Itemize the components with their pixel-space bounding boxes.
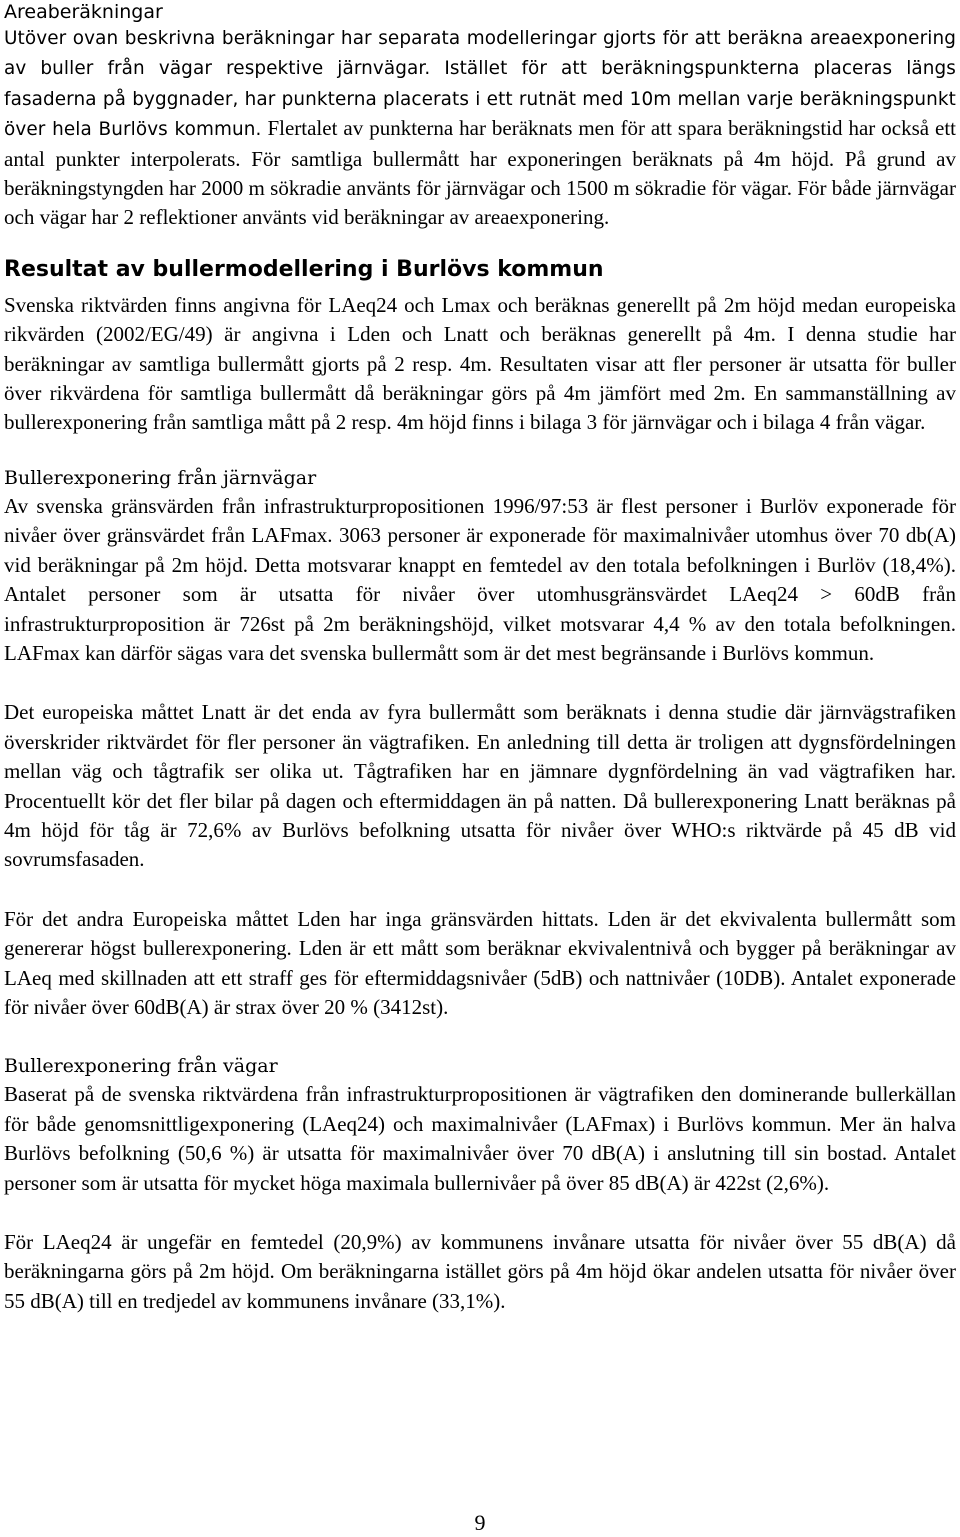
section-heading-resultat: Resultat av bullermodellering i Burlövs kommun: [4, 256, 604, 282]
paragraph-resultat: Svenska riktvärden finns angivna för LAeq24 och Lmax och beräknas generellt på 2m höjd medan europeiska rikvärden (2002/EG/49) är angivna i Lden och Lnatt och beräknas generellt på 4m. I denna studie har beräkningar av samtliga bullermått gjorts på 2 resp. 4m. Resultaten visar att fler personer är utsatta för buller över rikvärdena för samtliga bullermått då beräkningar görs på 4m jämfört med 2m. En sammanställning av bullerexponering från samtliga mått på 2 resp. 4m höjd finns i bilaga 3 för järnvägar och i bilaga 4 från vägar.: [4, 292, 956, 435]
paragraph-jarnvagar-2: Det europeiska måttet Lnatt är det enda av fyra bullermått som beräknats i denna studie där järnvägstrafiken överskrider riktvärdet för fler personer än vägtrafiken. En anledning till detta är troligen att dygnsfördelningen mellan väg och tågtrafik ser olika ut. Tågtrafiken har en jämnare dygnfördelning än vad vägtrafiken har. Procentuellt kör det fler bilar på dagen och eftermiddagen än på natten. Då bullerexponering Lnatt beräknas på 4m höjd för tåg är 72,6% av Burlövs befolkning utsatta för nivåer över WHO:s riktvärde på 45 dB vid sovrumsfasaden.: [4, 700, 956, 872]
spacer: [4, 438, 956, 464]
paragraph-vagar-1: Baserat på de svenska riktvärdena från infrastrukturpropositionen är vägtrafiken den dominerande bullerkällan för både genomsnittligexponering (LAeq24) och maximalnivåer (LAFmax) i Burlövs kommun. Mer än halva Burlövs befolkning (50,6 %) är utsatta för maximalnivåer över 70 dB(A) i anslutning till sin bostad. Antalet personer som är utsatta för mycket höga maximala bullernivåer på över 85 dB(A) är 422st (2,6%).: [4, 1082, 956, 1195]
paragraph-jarnvagar-3: För det andra Europeiska måttet Lden har inga gränsvärden hittats. Lden är det ekvivalenta bullermått som genererar högst bullerexponering. Lden är ett mått som beräknar ekvivalentnivå och bygger på beräkningar av LAeq med skillnaden att ett straff ges för eftermiddagsnivåer (5dB) och nattnivåer (10DB). Antalet exponerade för nivåer över 60dB(A) är strax över 20 % (3412st).: [4, 906, 956, 1019]
spacer: [4, 1198, 956, 1228]
paragraph-vagar-2: För LAeq24 är ungefär en femtedel (20,9%) av kommunens invånare utsatta för nivåer över 55 dB(A) då beräkningarna görs på 2m höjd. Om beräkningarna istället görs på 4m höjd ökar andelen utsatta för nivåer över 55 dB(A) till en tredjedel av kommunens invånare (33,1%).: [4, 1230, 956, 1313]
page-number: 9: [474, 1510, 486, 1535]
document-page: [4, 0, 956, 1316]
paragraph-areaberakningar-sans-part: Utöver ovan beskrivna beräkningar har separata modelleringar gjorts för att beräkna areaexponering av buller från vägar respektive järnvägar. Istället för att beräkningspunkterna placeras längs fasaderna på byggnader, har punkterna placerats i ett rutnät med 10m mellan varje beräkningspunkt över hela Burlövs kommun.: [4, 28, 956, 141]
subheading-vagar: Bullerexponering från vägar: [4, 1055, 278, 1078]
paragraph-jarnvagar-1: Av svenska gränsvärden från infrastrukturpropositionen 1996/97:53 är flest personer i Burlöv exponerade för nivåer över gränsvärdet från LAFmax. 3063 personer är exponerade för maximalnivåer utomhus över 70 db(A) vid beräkningar på 2m höjd. Detta motsvarar knappt en femtedel av den totala befolkningen i Burlöv (18,4%). Antalet personer som är utsatta för nivåer över utomhusgränsvärdet LAeq24 > 60dB från infrastrukturproposition är 726st på 2m beräkningshöjd, vilket motsvarar 4,4 % av den totala befolkningen. LAFmax kan därför sägas vara det svenska bullermått som är det mest begränsande i Burlövs kommun.: [4, 493, 956, 665]
paragraph-areaberakningar-serif-part: Flertalet av punkterna har beräknats men för att spara beräkningstid har också ett antal punkter interpolerats. För samtliga bullermått har exponeringen beräknats på 4m höjd. På grund av beräkningstyngden har 2000 m sökradie använts för järnvägar och 1500 m sökradie för vägar. För både järnvägar och vägar har 2 reflektioner använts vid beräkningar av areaexponering.: [4, 116, 957, 230]
spacer: [4, 875, 956, 905]
subheading-jarnvagar: Bullerexponering från järnvägar: [4, 466, 317, 489]
section-heading-areaberakningar: Areaberäkningar: [4, 1, 163, 23]
paragraph-areaberakningar: [4, 23, 956, 233]
spacer: [4, 1022, 956, 1052]
spacer: [4, 668, 956, 698]
